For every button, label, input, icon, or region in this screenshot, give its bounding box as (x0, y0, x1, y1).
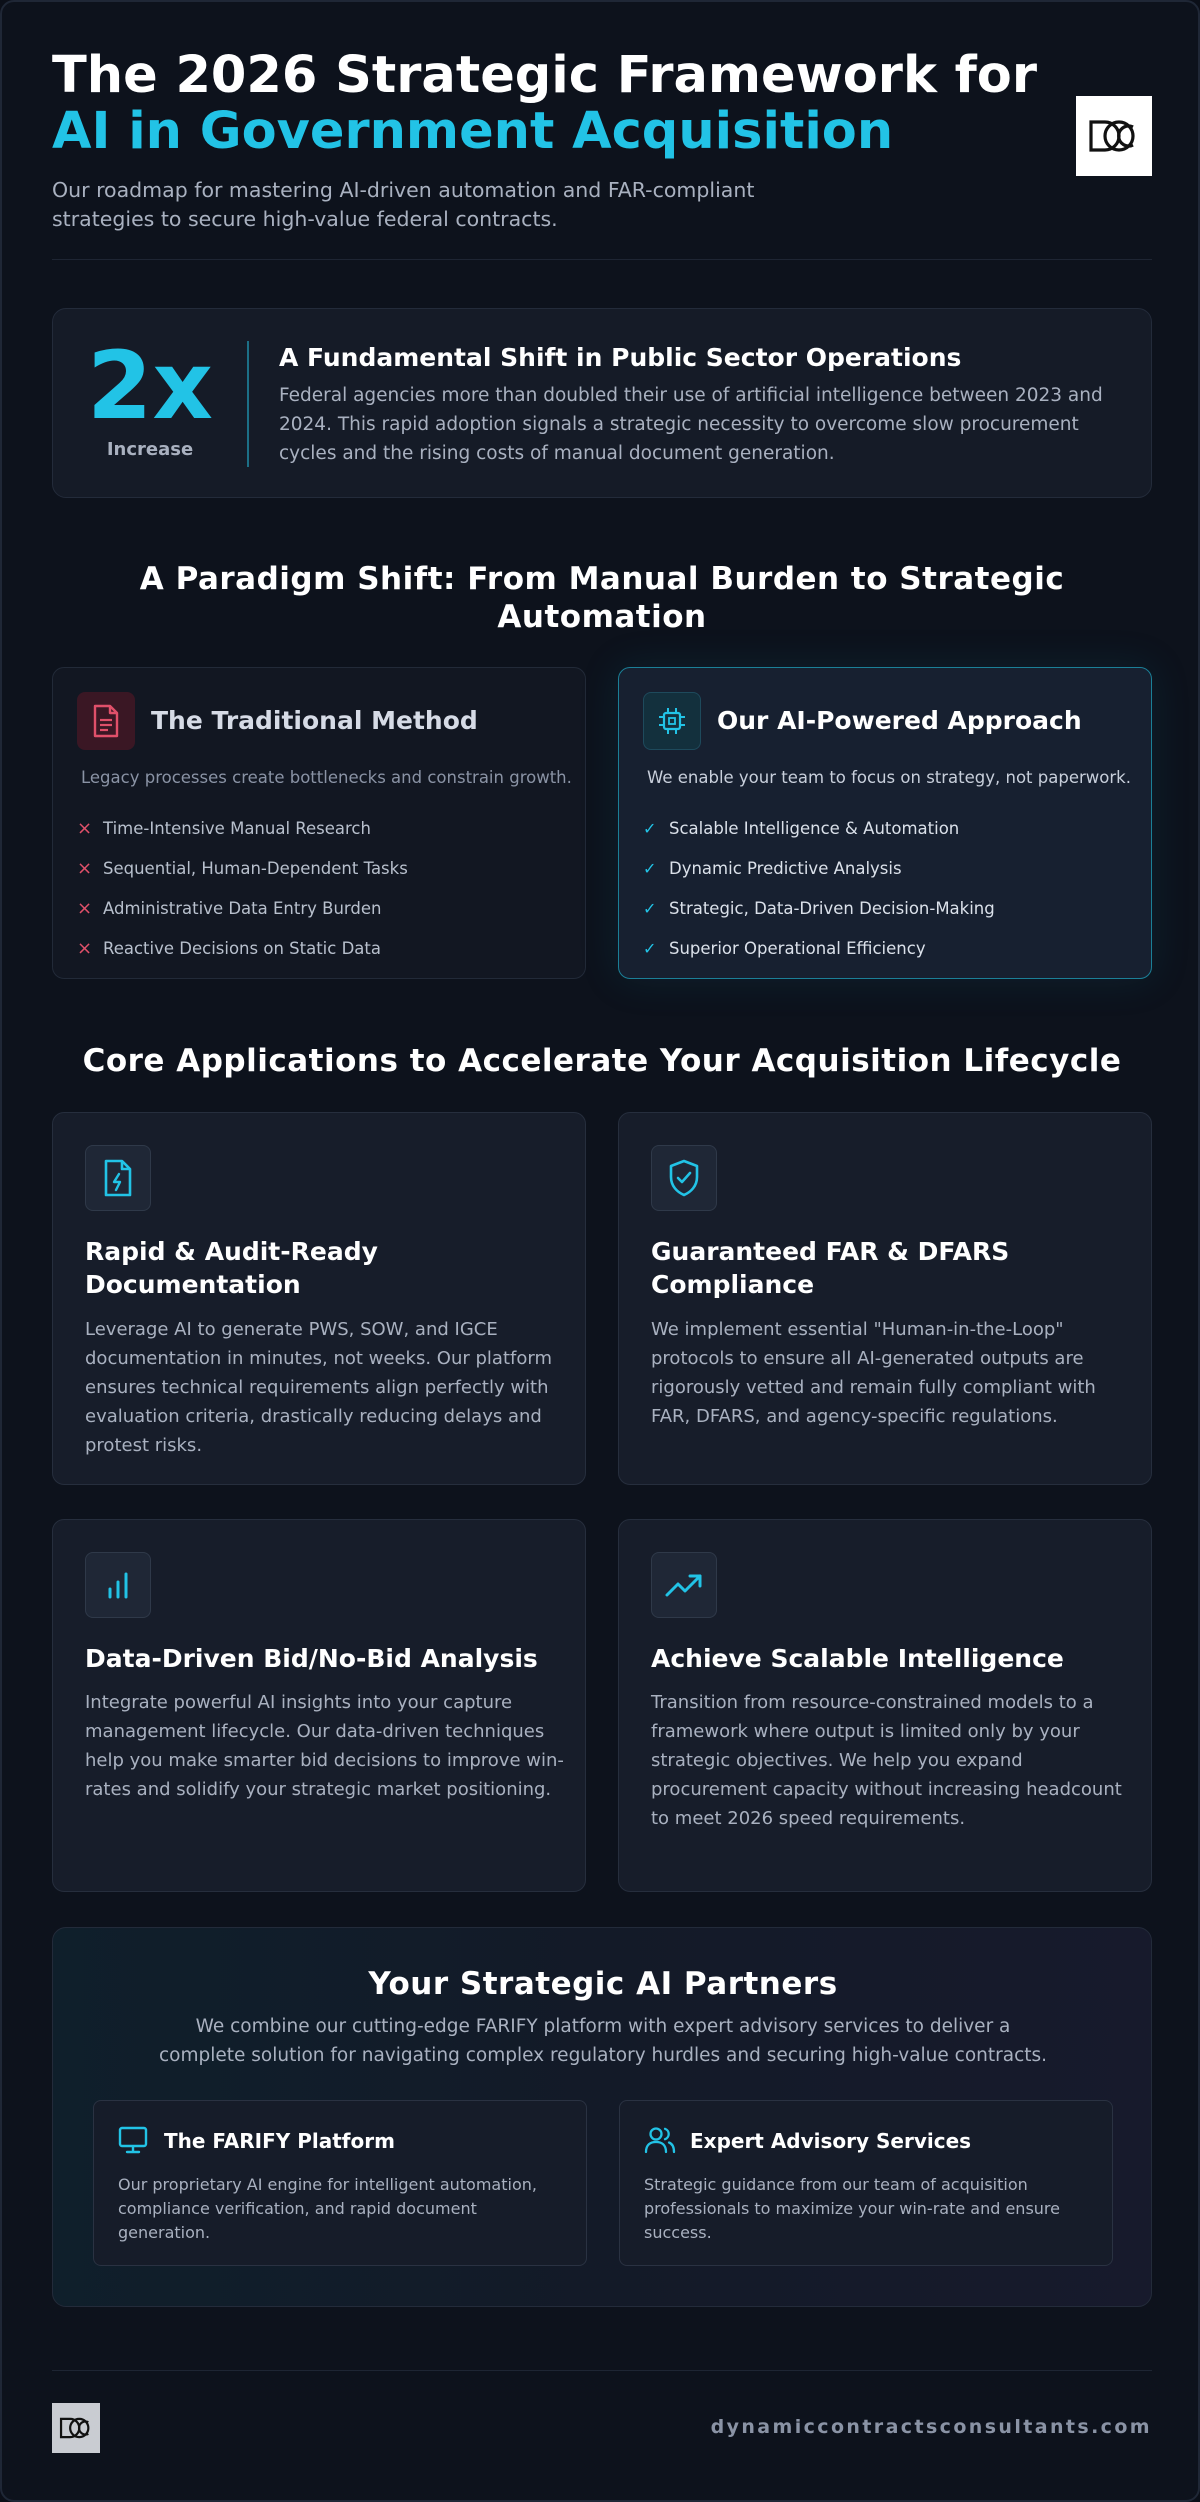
check-icon: ✓ (643, 938, 657, 958)
page-title-line2: AI in Government Acquisition (52, 102, 894, 161)
cpu-chip-icon (643, 692, 701, 750)
list-item (643, 888, 995, 928)
partner-text: Strategic guidance from our team of acquisition professionals to maximize your win-rate and ensure success. (644, 2175, 1060, 2242)
feature-title-line2: Compliance (651, 1270, 815, 1299)
traditional-subtitle: Legacy processes create bottlenecks and constrain growth. (81, 768, 572, 787)
partner-title: The FARIFY Platform (164, 2129, 395, 2153)
ai-list (643, 808, 995, 968)
feature-card-documentation (52, 1112, 586, 1485)
partners-section (52, 1927, 1152, 2307)
stat-divider (247, 341, 249, 467)
footer-divider (52, 2370, 1152, 2371)
x-icon: × (77, 817, 93, 839)
traditional-title: The Traditional Method (151, 706, 478, 735)
ai-approach-card (618, 667, 1152, 979)
partners-text: We combine our cutting-edge FARIFY platform with expert advisory services to deliver a complete solution for navigating complex regulatory hurdles and securing high-value contracts. (158, 2016, 1048, 2066)
traditional-list (77, 808, 408, 968)
list-item (77, 848, 408, 888)
list-item-label: Time-Intensive Manual Research (103, 818, 371, 838)
feature-text: Transition from resource-constrained models to a framework where output is limited only by your strategic objectives. We help you expand procurement capacity without increasing headcount to meet 2026 speed requirements. (651, 1692, 1122, 1829)
stat-title: A Fundamental Shift in Public Sector Operations (279, 343, 962, 372)
list-item (643, 928, 995, 968)
partner-card-advisory (619, 2100, 1113, 2266)
trending-up-icon (651, 1552, 717, 1618)
feature-card-compliance (618, 1112, 1152, 1485)
partner-title: Expert Advisory Services (690, 2129, 972, 2153)
dcc-logo-icon (1076, 96, 1152, 176)
partners-title: Your Strategic AI Partners (368, 1966, 838, 2002)
feature-text: We implement essential "Human-in-the-Loop" protocols to ensure all AI-generated outputs are rigorously vetted and remain fully compliant with FAR, DFARS, and agency-specific regulations. (651, 1319, 1096, 1427)
core-heading: Core Applications to Accelerate Your Acquisition Lifecycle (82, 1043, 1122, 1079)
monitor-icon (118, 2125, 148, 2155)
feature-card-scalable (618, 1519, 1152, 1892)
page-title-line1: The 2026 Strategic Framework for (52, 46, 1037, 105)
list-item (643, 848, 995, 888)
feature-title (651, 1642, 1131, 1675)
feature-title (85, 1235, 565, 1301)
feature-title-line1: Rapid & Audit-Ready (85, 1237, 378, 1266)
paradigm-heading-line2: Automation (497, 599, 707, 635)
x-icon: × (77, 937, 93, 959)
list-item-label: Scalable Intelligence & Automation (669, 818, 960, 838)
check-icon: ✓ (643, 898, 657, 918)
feature-title-line1: Data-Driven Bid/No-Bid Analysis (85, 1644, 538, 1673)
stat-label: Increase (106, 439, 194, 460)
list-item-label: Superior Operational Efficiency (669, 938, 926, 958)
dcc-logo-icon (52, 2403, 100, 2453)
stat-value: 2x (86, 332, 214, 441)
feature-title (651, 1235, 1131, 1301)
stat-text: Federal agencies more than doubled their use of artificial intelligence between 2023 and 2024. This rapid adoption signals a strategic necessity to overcome slow procurement cycles and the rising costs of manual document generation. (279, 385, 1103, 464)
list-item-label: Sequential, Human-Dependent Tasks (103, 858, 408, 878)
stat-card (52, 308, 1152, 498)
feature-card-bid-analysis (52, 1519, 586, 1892)
feature-text: Integrate powerful AI insights into your capture management lifecycle. Our data-driven techniques help you make smarter bid decisions to improve win-rates and solidify your strategic market positioning. (85, 1692, 564, 1800)
document-icon (77, 692, 135, 750)
list-item-label: Reactive Decisions on Static Data (103, 938, 381, 958)
x-icon: × (77, 857, 93, 879)
shield-check-icon (651, 1145, 717, 1211)
feature-title-line1: Achieve Scalable Intelligence (651, 1644, 1064, 1673)
list-item-label: Administrative Data Entry Burden (103, 898, 382, 918)
check-icon: ✓ (643, 818, 657, 838)
document-bolt-icon (85, 1145, 151, 1211)
list-item (77, 888, 408, 928)
list-item-label: Strategic, Data-Driven Decision-Making (669, 898, 995, 918)
list-item-label: Dynamic Predictive Analysis (669, 858, 902, 878)
feature-title-line1: Guaranteed FAR & DFARS (651, 1237, 1010, 1266)
paradigm-heading (52, 560, 1152, 636)
ai-subtitle: We enable your team to focus on strategy, not paperwork. (647, 768, 1131, 787)
partner-text: Our proprietary AI engine for intelligent automation, compliance verification, and rapid document generation. (118, 2175, 537, 2242)
check-icon: ✓ (643, 858, 657, 878)
feature-title-line2: Documentation (85, 1270, 301, 1299)
paradigm-heading-line1: A Paradigm Shift: From Manual Burden to Strategic (139, 561, 1065, 597)
bar-chart-icon (85, 1552, 151, 1618)
feature-title (85, 1642, 565, 1675)
footer-website-link[interactable]: dynamiccontractsconsultants.com (710, 2416, 1152, 2438)
header-divider (52, 259, 1152, 260)
ai-title: Our AI-Powered Approach (717, 706, 1082, 735)
users-icon (644, 2125, 674, 2155)
feature-text: Leverage AI to generate PWS, SOW, and IGCE documentation in minutes, not weeks. Our platform ensures technical requirements align perfectly with evaluation criteria, drastically reducing delays and protest risks. (85, 1319, 552, 1456)
list-item (77, 808, 408, 848)
traditional-method-card (52, 667, 586, 979)
page-subtitle: Our roadmap for mastering AI-driven automation and FAR-compliant strategies to secure high-value federal contracts. (52, 178, 755, 231)
header (52, 48, 1152, 234)
x-icon: × (77, 897, 93, 919)
list-item (643, 808, 995, 848)
partner-card-farify (93, 2100, 587, 2266)
list-item (77, 928, 408, 968)
